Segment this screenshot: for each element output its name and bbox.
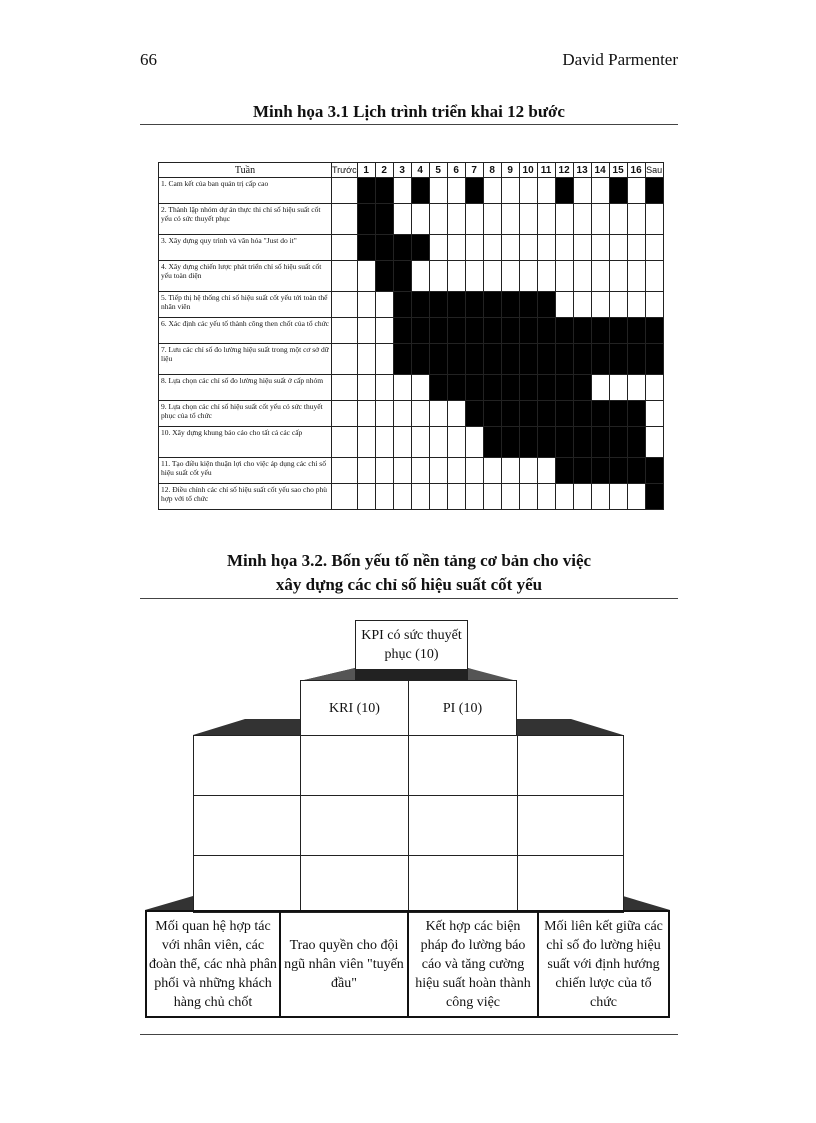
pyramid-grid-cell (517, 795, 624, 856)
schedule-task-label: 10. Xây dựng khung báo cáo cho tất cả các cấp (159, 427, 332, 458)
week-column-header: Sau (645, 163, 663, 178)
pyramid-grid-cell (408, 855, 518, 913)
figure1-caption: Minh họa 3.1 Lịch trình triển khai 12 bước (253, 102, 565, 121)
figure2-caption-line1: Minh họa 3.2. Bốn yếu tố nền tảng cơ bản cho việc (226, 551, 592, 570)
schedule-task-label: 11. Tạo điều kiện thuận lợi cho việc áp dụng các chỉ số hiệu suất cốt yếu (159, 458, 332, 484)
pyramid-grid-cell (193, 795, 301, 856)
week-column-header: 12 (555, 163, 573, 178)
pyramid-grid-cell (193, 855, 301, 913)
week-column-header: 7 (465, 163, 483, 178)
kri-label: KRI (10) (329, 701, 380, 716)
figure2-caption-line2: xây dựng các chỉ số hiệu suất cốt yếu (275, 575, 543, 594)
week-column-header: 14 (591, 163, 609, 178)
week-column-header: 2 (375, 163, 393, 178)
week-column-header: 11 (537, 163, 555, 178)
pyramid-grid-cell (193, 735, 301, 796)
week-column-header: 4 (411, 163, 429, 178)
foundation-box-4: Mối liên kết giữa các chỉ số đo lường hiệu suất với định hướng chiến lược của tổ chức (537, 910, 670, 1018)
schedule-task-label: 6. Xác định các yếu tố thành công then chốt của tổ chức (159, 318, 332, 344)
author-name: David Parmenter (562, 50, 678, 69)
pyramid-grid-cell (517, 855, 624, 913)
week-column-header: 13 (573, 163, 591, 178)
rule (140, 1034, 678, 1035)
pyramid-grid-cell (300, 735, 409, 796)
foundation-box-3: Kết hợp các biện pháp đo lường báo cáo và tăng cường hiệu suất hoàn thành công việc (407, 910, 539, 1018)
schedule-task-label: 7. Lưu các chỉ số đo lường hiệu suất trong một cơ sở dữ liệu (159, 344, 332, 375)
pyramid-grid-cell (408, 795, 518, 856)
kpi-label: KPI có sức thuyết phục (10) (361, 628, 462, 662)
week-column-header: 3 (393, 163, 411, 178)
schedule-task-label: 1. Cam kết của ban quản trị cấp cao (159, 178, 332, 204)
pyramid-grid-cell (300, 795, 409, 856)
schedule-task-label: 3. Xây dựng quy trình và văn hóa "Just do it" (159, 235, 332, 261)
week-column-header: 9 (501, 163, 519, 178)
week-column-header: 15 (609, 163, 627, 178)
week-column-header: 8 (483, 163, 501, 178)
foundation-box-2: Trao quyền cho đội ngũ nhân viên "tuyến đầu" (279, 910, 409, 1018)
week-column-header: 1 (357, 163, 375, 178)
schedule-task-label: 2. Thành lập nhóm dự án thực thi chỉ số hiệu suất cốt yếu có sức thuyết phục (159, 204, 332, 235)
schedule-task-label: 5. Tiếp thị hệ thống chỉ số hiệu suất cốt yếu tới toàn thể nhân viên (159, 292, 332, 318)
pi-label: PI (10) (442, 701, 483, 716)
pyramid-grid-cell (300, 855, 409, 913)
pyramid-grid-cell (408, 735, 518, 796)
schedule-task-label: 9. Lựa chọn các chỉ số hiệu suất cốt yếu có sức thuyết phục của tổ chức (159, 401, 332, 427)
week-header: Tuần (159, 163, 332, 178)
week-column-header: Trước (332, 163, 358, 178)
page-number: 66 (140, 50, 157, 69)
week-column-header: 16 (627, 163, 645, 178)
schedule-task-label: 12. Điều chỉnh các chỉ số hiệu suất cốt yếu sao cho phù hợp với tổ chức (159, 484, 332, 510)
foundation-box-1: Mối quan hệ hợp tác với nhân viên, các đoàn thể, các nhà phân phối và những khách hàng chủ chốt (145, 910, 281, 1018)
schedule-task-label: 4. Xây dựng chiến lược phát triển chỉ số hiệu suất cốt yếu toàn diện (159, 261, 332, 292)
schedule-task-label: 8. Lựa chọn các chỉ số đo lường hiệu suất ở cấp nhóm (159, 375, 332, 401)
week-column-header: 6 (447, 163, 465, 178)
week-column-header: 5 (429, 163, 447, 178)
week-column-header: 10 (519, 163, 537, 178)
pyramid-grid-cell (517, 735, 624, 796)
